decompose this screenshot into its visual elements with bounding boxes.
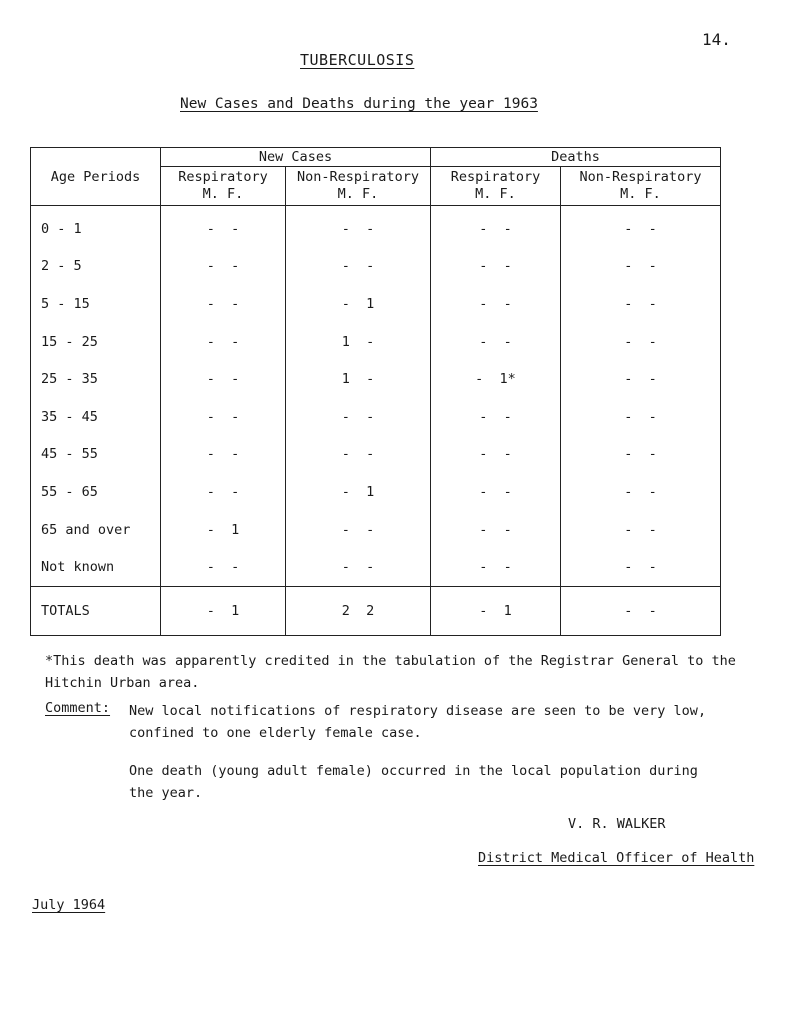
table-cell: - -: [431, 473, 561, 511]
table-row: [31, 473, 721, 511]
sex-header: M. F.: [620, 186, 661, 202]
age-period-cell: 35 - 45: [31, 398, 161, 436]
totals-cell: - 1: [431, 586, 561, 635]
table-row: [31, 248, 721, 286]
table-cell: - -: [561, 360, 721, 398]
table-cell: - -: [286, 398, 431, 436]
table-cell: - -: [431, 398, 561, 436]
table-cell: - -: [161, 285, 286, 323]
table-cell: - -: [431, 285, 561, 323]
table-cell: - -: [561, 473, 721, 511]
table-cell: 1 -: [286, 360, 431, 398]
sex-header: M. F.: [475, 186, 516, 202]
totals-label: TOTALS: [31, 586, 161, 635]
totals-row: [31, 586, 721, 635]
sex-header: M. F.: [337, 186, 379, 202]
table-row: [31, 206, 721, 248]
table-cell: - -: [561, 398, 721, 436]
totals-cell: - -: [561, 586, 721, 635]
new-cases-header: New Cases: [161, 148, 431, 167]
table-cell: - -: [286, 436, 431, 474]
age-periods-header: Age Periods: [31, 148, 161, 206]
table-cell: - -: [431, 323, 561, 361]
document-subtitle: New Cases and Deaths during the year 1963: [180, 96, 538, 112]
table-cell: - -: [561, 206, 721, 248]
footnote: *This death was apparently credited in the tabulation of the Registrar General to the Hitchin Urban area.: [45, 653, 736, 691]
new-cases-nonrespiratory-header: Non-Respiratory M. F.: [286, 167, 431, 206]
table-row: [31, 360, 721, 398]
age-period-cell: 65 and over: [31, 511, 161, 549]
table-cell: - -: [161, 436, 286, 474]
document-date: July 1964: [32, 897, 106, 913]
table-row: [31, 323, 721, 361]
table-cell: - 1: [161, 511, 286, 549]
sex-header: M. F.: [202, 186, 244, 202]
table-row: [31, 285, 721, 323]
table-cell: - 1*: [431, 360, 561, 398]
table-cell: - 1: [286, 473, 431, 511]
table-row: [31, 436, 721, 474]
table-cell: - -: [431, 206, 561, 248]
table-cell: - -: [161, 398, 286, 436]
deaths-header: Deaths: [431, 148, 721, 167]
table-cell: - -: [561, 248, 721, 286]
tuberculosis-table: [30, 147, 721, 636]
totals-cell: - 1: [161, 586, 286, 635]
table-cell: - -: [561, 323, 721, 361]
comment-text-2: One death (young adult female) occurred in the local population during the year.: [129, 763, 698, 801]
table-cell: - -: [286, 511, 431, 549]
comment-text: New local notifications of respiratory disease are seen to be very low, confined to one elderly female case.: [129, 703, 707, 741]
table-cell: - -: [431, 436, 561, 474]
table-cell: - -: [161, 548, 286, 586]
comment-label: Comment:: [45, 700, 111, 716]
table-cell: - -: [561, 511, 721, 549]
table-cell: - -: [561, 548, 721, 586]
table-cell: - -: [161, 360, 286, 398]
page-number: 14.: [702, 30, 731, 49]
table-cell: - -: [286, 548, 431, 586]
age-period-cell: 45 - 55: [31, 436, 161, 474]
deaths-nonrespiratory-header: Non-Respiratory M. F.: [561, 167, 721, 206]
signatory-name: V. R. WALKER: [568, 816, 666, 832]
age-period-cell: 0 - 1: [31, 206, 161, 248]
table-cell: - -: [561, 436, 721, 474]
new-cases-respiratory-header: Respiratory M. F.: [161, 167, 286, 206]
deaths-respiratory-header: Respiratory M. F.: [431, 167, 561, 206]
table-cell: - -: [286, 206, 431, 248]
table-row: [31, 398, 721, 436]
table-cell: - -: [161, 248, 286, 286]
age-period-cell: Not known: [31, 548, 161, 586]
table-cell: 1 -: [286, 323, 431, 361]
age-period-cell: 2 - 5: [31, 248, 161, 286]
age-period-cell: 25 - 35: [31, 360, 161, 398]
table-row: [31, 511, 721, 549]
age-period-cell: 15 - 25: [31, 323, 161, 361]
signatory-title: District Medical Officer of Health: [478, 850, 755, 866]
totals-cell: 2 2: [286, 586, 431, 635]
table-cell: - -: [561, 285, 721, 323]
table-cell: - -: [431, 248, 561, 286]
table-cell: - -: [161, 323, 286, 361]
age-period-cell: 55 - 65: [31, 473, 161, 511]
table-row: [31, 548, 721, 586]
table-cell: - -: [161, 473, 286, 511]
table-cell: - -: [431, 548, 561, 586]
table-cell: - -: [286, 248, 431, 286]
table-cell: - -: [161, 206, 286, 248]
document-title: TUBERCULOSIS: [300, 51, 415, 69]
age-period-cell: 5 - 15: [31, 285, 161, 323]
table-cell: - -: [431, 511, 561, 549]
table-cell: - 1: [286, 285, 431, 323]
